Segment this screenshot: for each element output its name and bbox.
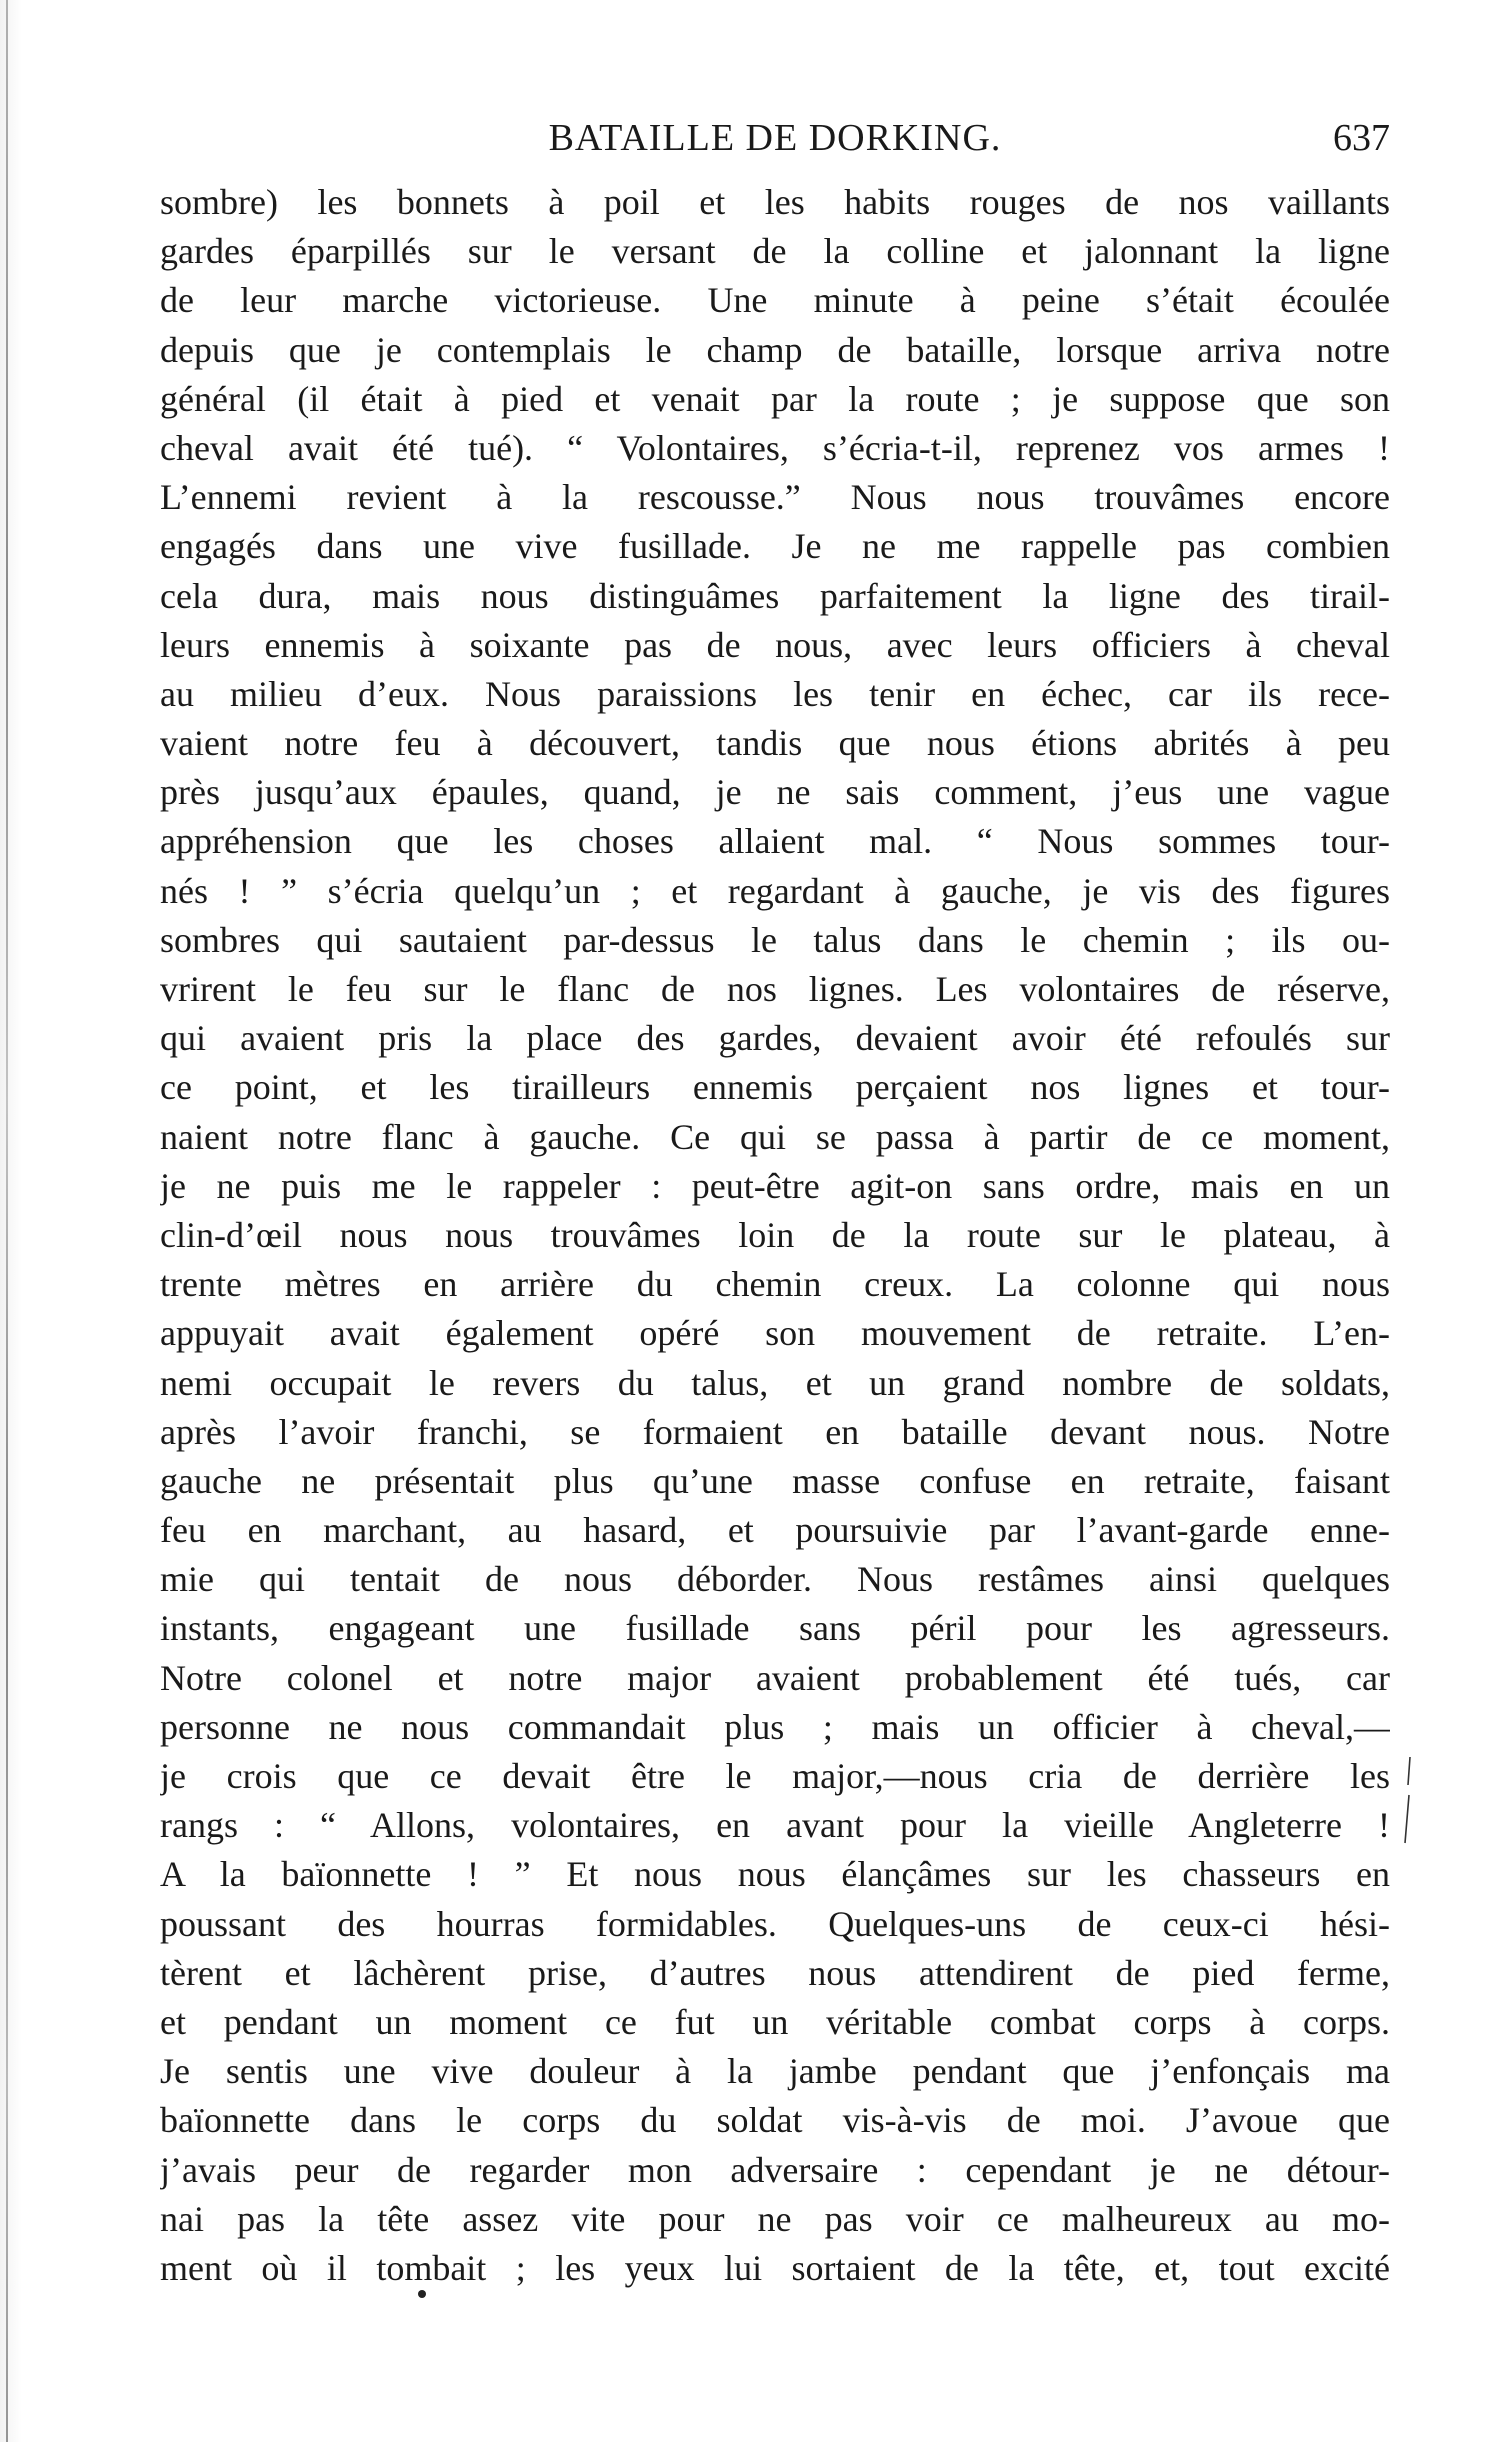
text-line: Notre colonel et notre major avaient probablement été tués, car — [160, 1657, 1390, 1698]
text-line: nai pas la tête assez vite pour ne pas voir ce malheureux au mo- — [160, 2198, 1390, 2239]
text-line: personne ne nous commandait plus ; mais un officier à cheval,— — [160, 1706, 1390, 1747]
text-line: rangs : “ Allons, volontaires, en avant pour la vieille Angleterre ! — [160, 1805, 1390, 1846]
text-line: je ne puis me le rappeler : peut-être agit-on sans ordre, mais en un — [160, 1165, 1390, 1206]
text-line: j’avais peur de regarder mon adversaire : cependant je ne détour- — [160, 2149, 1390, 2190]
running-header — [160, 108, 1390, 168]
text-line: appuyait avait également opéré son mouvement de retraite. L’en- — [160, 1313, 1390, 1354]
text-line: vaient notre feu à découvert, tandis que nous étions abrités à peu — [160, 723, 1390, 764]
text-line: leurs ennemis à soixante pas de nous, avec leurs officiers à cheval — [160, 624, 1390, 665]
body-text — [160, 178, 1390, 2293]
text-line: L’ennemi revient à la rescousse.” Nous nous trouvâmes encore — [160, 477, 1390, 518]
text-line: naient notre flanc à gauche. Ce qui se passa à partir de ce moment, — [160, 1116, 1390, 1157]
text-line: gauche ne présentait plus qu’une masse confuse en retraite, faisant — [160, 1460, 1390, 1501]
page-binding-edge — [0, 0, 22, 2442]
text-line: Je sentis une vive douleur à la jambe pendant que j’enfonçais ma — [160, 2051, 1390, 2092]
text-line: vrirent le feu sur le flanc de nos lignes. Les volontaires de réserve, — [160, 969, 1390, 1009]
text-line: tèrent et lâchèrent prise, d’autres nous attendirent de pied ferme, — [160, 1952, 1390, 1993]
text-line: sombres qui sautaient par-dessus le talus dans le chemin ; ils ou- — [160, 919, 1390, 960]
text-line: je crois que ce devait être le major,—nous cria de derrière les — [160, 1756, 1390, 1796]
page-number: 637 — [1333, 117, 1390, 159]
text-line: instants, engageant une fusillade sans péril pour les agresseurs. — [160, 1608, 1390, 1649]
text-line: près jusqu’aux épaules, quand, je ne sais comment, j’eus une vague — [160, 772, 1390, 813]
text-line: cheval avait été tué). “ Volontaires, s’écria-t-il, reprenez vos armes ! — [160, 427, 1390, 468]
text-line: baïonnette dans le corps du soldat vis-à-vis de moi. J’avoue que — [160, 2100, 1390, 2141]
text-line: mie qui tentait de nous déborder. Nous restâmes ainsi quelques — [160, 1559, 1390, 1600]
text-line: nemi occupait le revers du talus, et un grand nombre de soldats, — [160, 1362, 1390, 1403]
text-line: nés ! ” s’écria quelqu’un ; et regardant à gauche, je vis des figures — [160, 870, 1390, 911]
text-line: sombre) les bonnets à poil et les habits rouges de nos vaillants — [160, 182, 1390, 222]
running-title: BATAILLE DE DORKING. — [548, 117, 1002, 159]
text-line: feu en marchant, au hasard, et poursuivie par l’avant-garde enne- — [160, 1510, 1390, 1551]
text-line: ce point, et les tirailleurs ennemis perçaient nos lignes et tour- — [160, 1067, 1390, 1108]
text-line: clin-d’œil nous nous trouvâmes loin de la route sur le plateau, à — [160, 1214, 1390, 1255]
text-line: appréhension que les choses allaient mal. “ Nous sommes tour- — [160, 821, 1390, 862]
text-line: après l’avoir franchi, se formaient en bataille devant nous. Notre — [160, 1411, 1390, 1452]
binding-shadow-line — [6, 0, 8, 2442]
text-line: engagés dans une vive fusillade. Je ne me rappelle pas combien — [160, 526, 1390, 567]
text-line: et pendant un moment ce fut un véritable combat corps à corps. — [160, 2001, 1390, 2042]
text-line: A la baïonnette ! ” Et nous nous élançâmes sur les chasseurs en — [160, 1854, 1390, 1895]
margin-pencil-mark — [1402, 1755, 1412, 1845]
text-line: trente mètres en arrière du chemin creux. La colonne qui nous — [160, 1264, 1390, 1305]
text-line: de leur marche victorieuse. Une minute à peine s’était écoulée — [160, 280, 1390, 321]
text-line: gardes éparpillés sur le versant de la colline et jalonnant la ligne — [160, 231, 1390, 272]
printer-mark — [418, 2290, 426, 2298]
book-page — [160, 108, 1390, 2293]
text-line: depuis que je contemplais le champ de bataille, lorsque arriva notre — [160, 329, 1390, 370]
text-line: qui avaient pris la place des gardes, devaient avoir été refoulés sur — [160, 1018, 1390, 1059]
text-line: général (il était à pied et venait par la route ; je suppose que son — [160, 378, 1390, 419]
text-line: cela dura, mais nous distinguâmes parfaitement la ligne des tirail- — [160, 575, 1390, 616]
text-line: poussant des hourras formidables. Quelques-uns de ceux-ci hési- — [160, 1903, 1390, 1944]
text-line: ment où il tombait ; les yeux lui sortaient de la tête, et, tout excité — [160, 2247, 1390, 2288]
text-line: au milieu d’eux. Nous paraissions les tenir en échec, car ils rece- — [160, 673, 1390, 714]
